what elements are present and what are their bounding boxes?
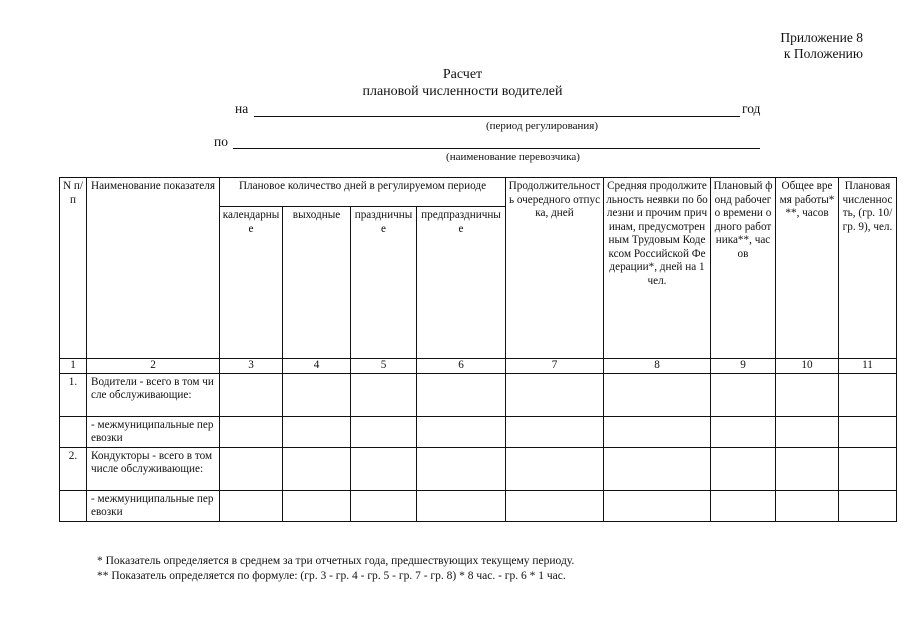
data-cell[interactable] <box>283 373 351 416</box>
data-cell[interactable] <box>776 416 839 447</box>
row-indicator-name: - межмуниципальные перевозки <box>87 416 220 447</box>
column-number: 8 <box>604 359 711 374</box>
footnote-average: * Показатель определяется в среднем за три отчетных года, предшествующих текущему периоду. <box>97 555 575 567</box>
calculation-table <box>59 177 897 522</box>
data-cell[interactable] <box>417 490 506 521</box>
row-number <box>60 416 87 447</box>
carrier-caption: (наименование перевозчика) <box>446 151 580 163</box>
data-cell[interactable] <box>417 416 506 447</box>
footnote-formula: ** Показатель определяется по формуле: (гр. 3 - гр. 4 - гр. 5 - гр. 7 - гр. 8) * 8 час. - гр. 6 * 1 час. <box>97 570 566 582</box>
period-prefix: на <box>235 101 249 116</box>
header-row-1 <box>60 178 897 207</box>
data-cell[interactable] <box>220 447 283 490</box>
column-number: 6 <box>417 359 506 374</box>
header-pre-holiday-days: предпраздничные <box>417 207 506 359</box>
data-cell[interactable] <box>506 416 604 447</box>
table-row <box>60 416 897 447</box>
data-cell[interactable] <box>604 416 711 447</box>
carrier-field[interactable] <box>233 148 760 149</box>
column-number: 11 <box>839 359 897 374</box>
header-vacation: Продолжительность очередного отпуска, дней <box>506 178 604 359</box>
data-cell[interactable] <box>839 490 897 521</box>
data-cell[interactable] <box>604 447 711 490</box>
header-planned-days: Плановое количество дней в регулируемом периоде <box>220 178 506 207</box>
data-cell[interactable] <box>776 490 839 521</box>
data-cell[interactable] <box>220 373 283 416</box>
column-number: 10 <box>776 359 839 374</box>
row-number <box>60 490 87 521</box>
appendix-reference <box>780 30 863 62</box>
data-cell[interactable] <box>417 373 506 416</box>
column-numbers-row <box>60 359 897 374</box>
row-number: 1. <box>60 373 87 416</box>
data-cell[interactable] <box>839 373 897 416</box>
data-cell[interactable] <box>604 373 711 416</box>
data-cell[interactable] <box>283 447 351 490</box>
data-cell[interactable] <box>711 416 776 447</box>
document-subtitle: плановой численности водителей <box>362 84 563 99</box>
row-indicator-name: - межмуниципальные перевозки <box>87 490 220 521</box>
header-planned-headcount: Плановая численность, (гр. 10/гр. 9), чел. <box>839 178 897 359</box>
document-title: Расчет <box>442 67 483 82</box>
data-cell[interactable] <box>506 490 604 521</box>
column-number: 2 <box>87 359 220 374</box>
header-calendar-days: календарные <box>220 207 283 359</box>
column-number: 5 <box>351 359 417 374</box>
data-cell[interactable] <box>711 373 776 416</box>
period-caption: (период регулирования) <box>485 120 599 132</box>
header-number: N п/п <box>60 178 87 359</box>
row-indicator-name: Кондукторы - всего в том числе обслуживающие: <box>87 447 220 490</box>
data-cell[interactable] <box>711 447 776 490</box>
table-row <box>60 447 897 490</box>
column-number: 7 <box>506 359 604 374</box>
data-cell[interactable] <box>417 447 506 490</box>
data-cell[interactable] <box>711 490 776 521</box>
data-cell[interactable] <box>839 447 897 490</box>
column-number: 9 <box>711 359 776 374</box>
header-total-time: Общее время работы***, часов <box>776 178 839 359</box>
data-cell[interactable] <box>351 490 417 521</box>
table-row <box>60 490 897 521</box>
data-cell[interactable] <box>220 416 283 447</box>
column-number: 3 <box>220 359 283 374</box>
column-number: 4 <box>283 359 351 374</box>
data-cell[interactable] <box>604 490 711 521</box>
data-cell[interactable] <box>283 416 351 447</box>
data-cell[interactable] <box>220 490 283 521</box>
period-field[interactable] <box>254 116 740 117</box>
appendix-number: Приложение 8 <box>780 30 863 45</box>
header-work-fund: Плановый фонд рабочего времени одного работника**, часов <box>711 178 776 359</box>
data-cell[interactable] <box>506 373 604 416</box>
data-cell[interactable] <box>776 373 839 416</box>
data-cell[interactable] <box>351 416 417 447</box>
data-cell[interactable] <box>839 416 897 447</box>
row-indicator-name: Водители - всего в том числе обслуживающие: <box>87 373 220 416</box>
column-number: 1 <box>60 359 87 374</box>
data-cell[interactable] <box>776 447 839 490</box>
row-number: 2. <box>60 447 87 490</box>
data-cell[interactable] <box>351 447 417 490</box>
header-sick-leave: Средняя продолжительность неявки по болезни и прочим причинам, предусмотренным Трудовым Кодексом Российской Федерации*, дней на 1 чел. <box>604 178 711 359</box>
data-cell[interactable] <box>506 447 604 490</box>
period-suffix: год <box>742 101 761 116</box>
footnotes <box>97 554 574 584</box>
appendix-document: к Положению <box>783 46 863 61</box>
header-holiday-days: праздничные <box>351 207 417 359</box>
header-weekend-days: выходные <box>283 207 351 359</box>
carrier-prefix: по <box>214 134 228 149</box>
data-cell[interactable] <box>351 373 417 416</box>
header-indicator-name: Наименование показателя <box>87 178 220 359</box>
data-cell[interactable] <box>283 490 351 521</box>
table-row <box>60 373 897 416</box>
